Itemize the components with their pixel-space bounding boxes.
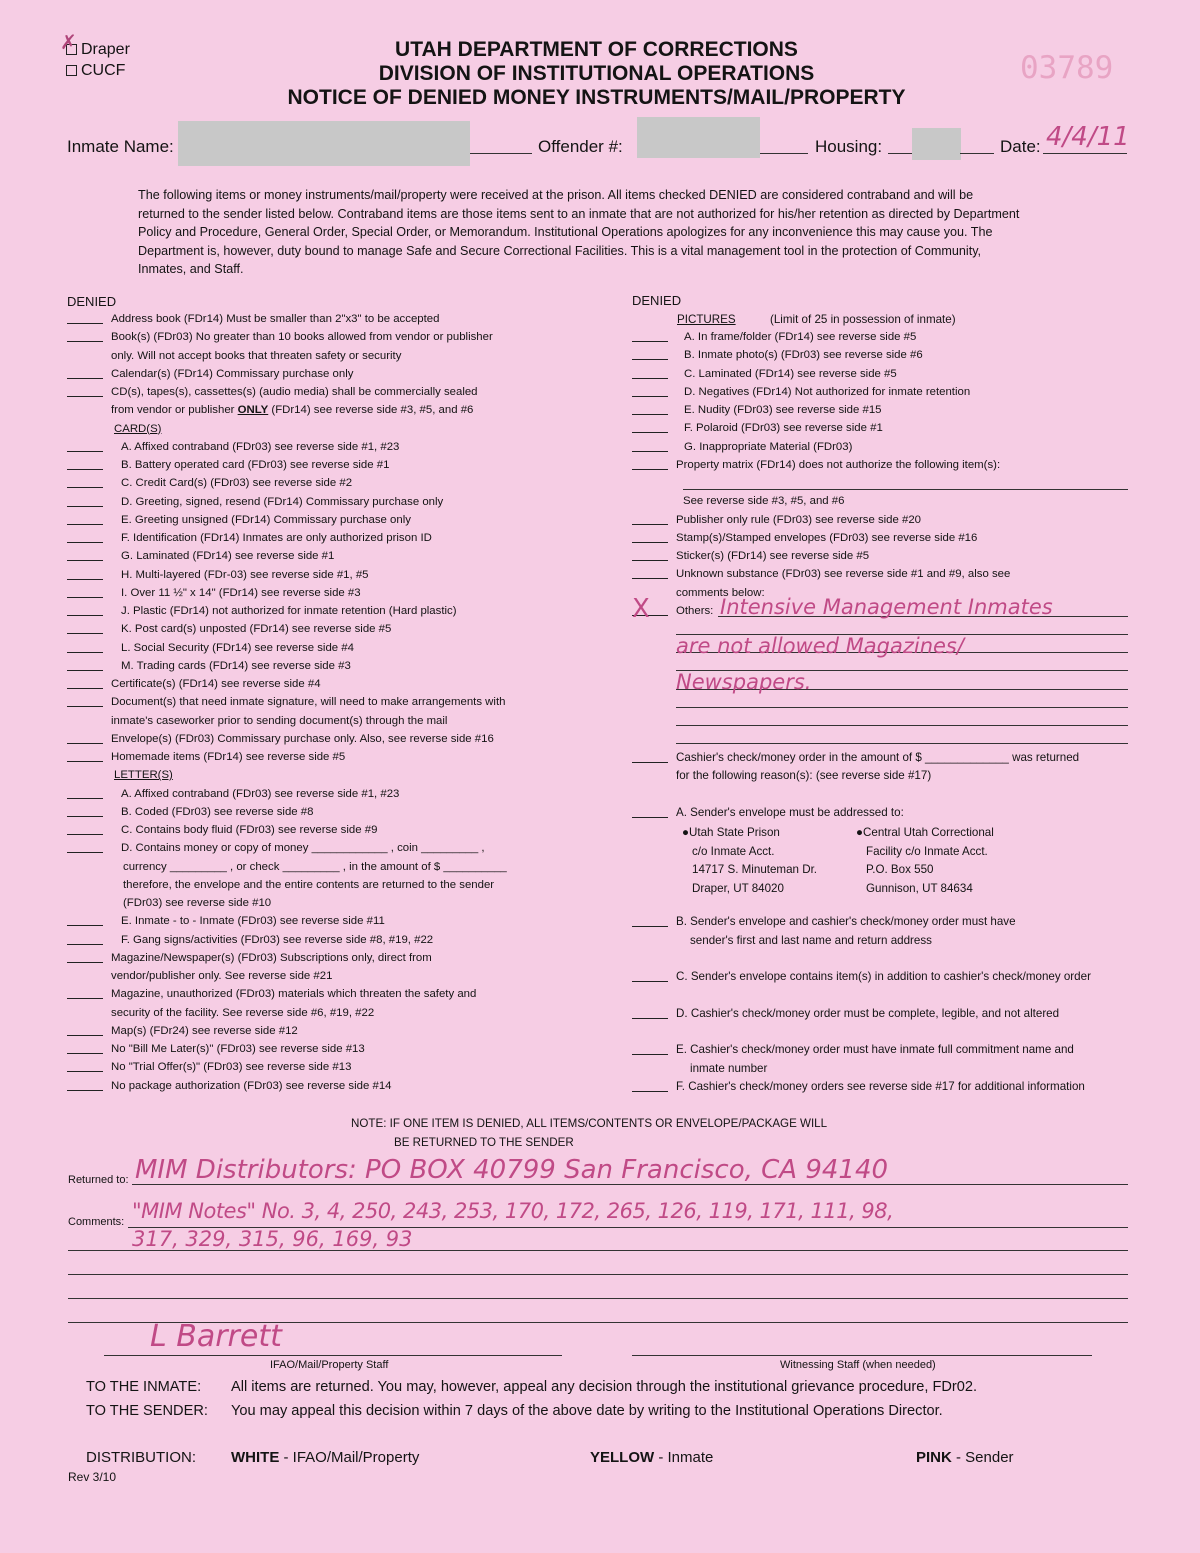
left-denied-item[interactable]: Certificate(s) (FDr14) see reverse side #4 (67, 678, 321, 696)
reason-a[interactable]: A. Sender's envelope must be addressed to: (632, 806, 904, 819)
left-denied-item[interactable]: A. Affixed contraband (FDr03) see reverse side #1, #23 (67, 788, 399, 806)
denied-check-line[interactable] (67, 998, 103, 999)
denied-check-line[interactable] (67, 962, 103, 963)
left-denied-item: therefore, the envelope and the entire contents are returned to the sender (123, 878, 495, 891)
comments-line-4[interactable] (68, 1298, 1128, 1299)
left-denied-item[interactable]: D. Contains money or copy of money ____________ , coin _________ , (67, 842, 484, 860)
left-denied-item[interactable]: Address book (FDr14) Must be smaller than 2"x3" to be accepted (67, 313, 439, 331)
denied-check-line[interactable] (67, 323, 103, 324)
left-denied-item[interactable]: Book(s) (FDr03) No greater than 10 books allowed from vendor or publisher (67, 331, 493, 349)
left-denied-item[interactable]: J. Plastic (FDr14) not authorized for inmate retention (Hard plastic) (67, 605, 457, 623)
left-denied-item[interactable]: F. Gang signs/activities (FDr03) see reverse side #8, #19, #22 (67, 934, 433, 952)
right-denied-item[interactable]: D. Negatives (FDr14) Not authorized for inmate retention (632, 386, 970, 404)
note-line-1: NOTE: IF ONE ITEM IS DENIED, ALL ITEMS/CONTENTS OR ENVELOPE/PACKAGE WILL (351, 1117, 828, 1130)
right-denied-item[interactable]: Others: (632, 605, 713, 623)
witness-signature-line[interactable] (632, 1355, 1092, 1356)
denied-check-line[interactable] (632, 469, 668, 470)
revision-label: Rev 3/10 (68, 1470, 117, 1484)
denied-check-line[interactable] (67, 925, 103, 926)
left-denied-item[interactable]: Magazine/Newspaper(s) (FDr03) Subscriptions only, direct from (67, 952, 432, 970)
inmate-name-line[interactable] (470, 153, 532, 154)
reason-d[interactable]: D. Cashier's check/money order must be complete, legible, and not altered (632, 1007, 1059, 1020)
left-denied-item[interactable]: K. Post card(s) unposted (FDr14) see reverse side #5 (67, 623, 391, 641)
denied-check-line[interactable] (632, 378, 668, 379)
denied-check-line[interactable] (67, 615, 103, 616)
note-line-2: BE RETURNED TO THE SENDER (394, 1136, 574, 1149)
right-denied-item[interactable]: Unknown substance (FDr03) see reverse side #1 and #9, also see (632, 568, 1010, 586)
returned-to-label: Returned to: (68, 1174, 129, 1186)
denied-check-line[interactable] (67, 1090, 103, 1091)
denied-check-line[interactable] (67, 506, 103, 507)
title-line-3: NOTICE OF DENIED MONEY INSTRUMENTS/MAIL/PROPERTY (287, 86, 906, 109)
denied-check-line[interactable] (67, 670, 103, 671)
check-mark-icon: ✗ (60, 30, 77, 54)
left-denied-item[interactable]: H. Multi-layered (FDr-03) see reverse side #1, #5 (67, 569, 369, 587)
denied-check-line[interactable] (67, 1071, 103, 1072)
left-denied-item[interactable]: CD(s), tapes(s), cassettes(s) (audio media) shall be commercially sealed (67, 386, 478, 404)
right-denied-item[interactable]: F. Polaroid (FDr03) see reverse side #1 (632, 422, 883, 440)
right-denied-item[interactable]: C. Laminated (FDr14) see reverse side #5 (632, 368, 897, 386)
to-inmate-text: All items are returned. You may, however, appeal any decision through the institutional grievance procedure, FDr02. (231, 1379, 978, 1395)
denied-check-line[interactable] (67, 688, 103, 689)
denied-check-line[interactable] (67, 378, 103, 379)
redacted-housing (912, 128, 961, 160)
redacted-offender-number (637, 117, 760, 158)
denied-check-line[interactable] (67, 542, 103, 543)
denied-check-line[interactable] (632, 560, 668, 561)
denied-check-line[interactable] (67, 1035, 103, 1036)
denied-check-line[interactable] (67, 743, 103, 744)
denied-check-line[interactable] (632, 432, 668, 433)
denied-check-line[interactable] (67, 597, 103, 598)
others-line-6[interactable] (676, 707, 1128, 708)
others-line-7[interactable] (676, 725, 1128, 726)
left-denied-item[interactable]: C. Credit Card(s) (FDr03) see reverse side #2 (67, 477, 352, 495)
reason-b-cont: sender's first and last name and return address (690, 934, 932, 947)
to-sender-text: You may appeal this decision within 7 days of the above date by writing to the Institutional Operations Director. (231, 1403, 943, 1419)
right-denied-item[interactable]: A. In frame/folder (FDr14) see reverse side #5 (632, 331, 916, 349)
left-denied-item[interactable]: G. Laminated (FDr14) see reverse side #1 (67, 550, 334, 568)
left-denied-item[interactable]: Map(s) (FDr24) see reverse side #12 (67, 1025, 298, 1043)
housing-label: Housing: (815, 137, 883, 156)
denied-check-line[interactable] (67, 341, 103, 342)
left-denied-item: only. Will not accept books that threaten safety or security (111, 349, 402, 362)
distribution-pink: PINK - Sender (916, 1449, 1014, 1466)
date-label: Date: (1000, 137, 1041, 156)
returned-to-value: MIM Distributors: PO BOX 40799 San Francisco, CA 94140 (135, 1155, 889, 1185)
denied-check-line[interactable] (67, 706, 103, 707)
left-denied-item: currency _________ , or check _________ , in the amount of $ __________ (123, 860, 507, 873)
denied-check-line[interactable] (632, 359, 668, 360)
offender-line[interactable] (760, 153, 808, 154)
right-denied-item[interactable]: E. Nudity (FDr03) see reverse side #15 (632, 404, 882, 422)
form-number: 03789 (1020, 50, 1114, 86)
comments-label: Comments: (68, 1216, 125, 1228)
left-denied-item[interactable]: Calendar(s) (FDr14) Commissary purchase only (67, 368, 353, 386)
left-denied-item[interactable]: No "Trial Offer(s)" (FDr03) see reverse side #13 (67, 1061, 351, 1079)
left-denied-item[interactable]: E. Inmate - to - Inmate (FDr03) see reverse side #11 (67, 915, 385, 933)
denied-check-line[interactable] (632, 396, 668, 397)
right-denied-item[interactable]: Sticker(s) (FDr14) see reverse side #5 (632, 550, 869, 568)
reason-c[interactable]: C. Sender's envelope contains item(s) in addition to cashier's check/money order (632, 970, 1091, 983)
title-line-1: UTAH DEPARTMENT OF CORRECTIONS (395, 38, 798, 61)
comments-handwriting-2: 317, 329, 315, 96, 169, 93 (132, 1227, 413, 1251)
staff-signature-label: IFAO/Mail/Property Staff (270, 1359, 389, 1371)
left-denied-item[interactable]: No "Bill Me Later(s)" (FDr03) see reverse side #13 (67, 1043, 365, 1061)
left-denied-item[interactable]: Document(s) that need inmate signature, will need to make arrangements with (67, 696, 505, 714)
title-line-2: DIVISION OF INSTITUTIONAL OPERATIONS (378, 62, 815, 85)
denied-check-line[interactable] (67, 761, 103, 762)
distribution-label: DISTRIBUTION: (86, 1449, 197, 1466)
left-denied-item: (FDr03) see reverse side #10 (123, 897, 272, 909)
denied-check-line[interactable] (632, 451, 668, 452)
left-denied-item[interactable]: F. Identification (FDr14) Inmates are only authorized prison ID (67, 532, 432, 550)
intro-paragraph: The following items or money instruments/mail/property were received at the prison. All items checked DENIED are considered contraband and will be returned to the sender listed below. Contraband items are those items sent to an inmate that are not authorized for his/her retention as directed by Department Policy and Procedure, General Order, Special Order, or Memorandum. Institutional Operations apologizes for any inconvenience this may cause you. The Department is, however, duty bound to manage Safe and Secure Correctional Facilities. This is a vital management tool in the protection of Community, Inmates, and Staff. (138, 188, 1020, 277)
cashier-reasons-intro: for the following reason(s): (see reverse side #17) (676, 769, 932, 782)
property-matrix-line[interactable] (683, 489, 1128, 490)
denied-check-line[interactable] (67, 524, 103, 525)
denied-check-line[interactable] (632, 524, 668, 525)
left-denied-item[interactable]: B. Coded (FDr03) see reverse side #8 (67, 806, 313, 824)
left-denied-heading: DENIED (67, 294, 117, 309)
others-handwriting-1: Intensive Management Inmates (720, 595, 1053, 619)
left-denied-item[interactable]: E. Greeting unsigned (FDr14) Commissary purchase only (67, 514, 411, 532)
left-denied-item: security of the facility. See reverse side #6, #19, #22 (111, 1006, 375, 1019)
left-denied-item[interactable]: D. Greeting, signed, resend (FDr14) Commissary purchase only (67, 496, 443, 514)
left-denied-item[interactable]: I. Over 11 ½" x 14" (FDr14) see reverse side #3 (67, 587, 361, 605)
denied-check-line[interactable] (67, 451, 103, 452)
date-value: 4/4/11 (1046, 122, 1130, 152)
denied-check-line[interactable] (67, 560, 103, 561)
denied-check-line[interactable] (632, 578, 668, 579)
denied-check-line[interactable] (67, 487, 103, 488)
left-denied-item[interactable]: M. Trading cards (FDr14) see reverse side #3 (67, 660, 351, 678)
denied-check-line[interactable] (67, 579, 103, 580)
checkbox-cucf[interactable]: CUCF (66, 62, 125, 80)
address-central-utah: ●Central Utah Correctional Facility c/o Inmate Acct. P.O. Box 550 Gunnison, UT 84634 (856, 826, 994, 895)
to-inmate-label: TO THE INMATE: (86, 1379, 202, 1395)
pictures-note: (Limit of 25 in possession of inmate) (770, 313, 956, 326)
to-sender-label: TO THE SENDER: (86, 1403, 208, 1419)
right-denied-item[interactable]: G. Inappropriate Material (FDr03) (632, 441, 852, 459)
reason-e-cont: inmate number (690, 1062, 768, 1075)
right-denied-item[interactable]: Stamp(s)/Stamped envelopes (FDr03) see reverse side #16 (632, 532, 977, 550)
distribution-yellow: YELLOW - Inmate (590, 1449, 714, 1466)
date-line[interactable] (1043, 153, 1127, 154)
denied-check-line[interactable] (67, 816, 103, 817)
staff-signature-line[interactable] (104, 1355, 562, 1356)
inmate-name-label: Inmate Name: (67, 137, 174, 156)
others-check-mark: X (632, 594, 650, 624)
left-denied-item[interactable]: Magazine, unauthorized (FDr03) materials which threaten the safety and (67, 988, 476, 1006)
right-denied-item[interactable]: Property matrix (FDr14) does not authorize the following item(s): (632, 459, 1000, 477)
others-line-8[interactable] (676, 743, 1128, 744)
others-handwriting-3: Newspapers. (676, 670, 812, 694)
reason-b[interactable]: B. Sender's envelope and cashier's check/money order must have (632, 915, 1016, 928)
left-denied-item[interactable]: No package authorization (FDr03) see reverse side #14 (67, 1080, 391, 1098)
pictures-heading: PICTURES (677, 313, 736, 326)
comments-line-3[interactable] (68, 1274, 1128, 1275)
denied-check-line[interactable] (67, 633, 103, 634)
redacted-inmate-name (178, 121, 470, 166)
left-denied-item[interactable]: C. Contains body fluid (FDr03) see reverse side #9 (67, 824, 377, 842)
reason-f[interactable]: F. Cashier's check/money orders see reverse side #17 for additional information (632, 1080, 1085, 1093)
housing-line-end[interactable] (960, 153, 994, 154)
left-denied-item: CARD(S) (114, 422, 162, 435)
address-utah-state-prison: ●Utah State Prison c/o Inmate Acct. 14717 S. Minuteman Dr. Draper, UT 84020 (682, 826, 818, 895)
left-denied-item[interactable]: A. Affixed contraband (FDr03) see reverse side #1, #23 (67, 441, 399, 459)
left-denied-item[interactable]: L. Social Security (FDr14) see reverse side #4 (67, 642, 354, 660)
right-denied-item: See reverse side #3, #5, and #6 (683, 495, 845, 508)
denied-check-line[interactable] (632, 341, 668, 342)
cashier-check-row[interactable]: Cashier's check/money order in the amount of $ _____________ was returned (632, 751, 1079, 764)
right-denied-item[interactable]: Publisher only rule (FDr03) see reverse side #20 (632, 514, 921, 532)
denied-check-line[interactable] (67, 944, 103, 945)
right-denied-item: comments below: (676, 586, 765, 599)
right-denied-item[interactable]: B. Inmate photo(s) (FDr03) see reverse side #6 (632, 349, 923, 367)
distribution-white: WHITE - IFAO/Mail/Property (231, 1449, 420, 1466)
denied-check-line[interactable] (67, 1053, 103, 1054)
left-denied-item[interactable]: Envelope(s) (FDr03) Commissary purchase only. Also, see reverse side #16 (67, 733, 494, 751)
right-denied-heading: DENIED (632, 293, 682, 308)
denied-check-line[interactable] (67, 798, 103, 799)
denied-check-line[interactable] (67, 396, 103, 397)
denied-check-line[interactable] (67, 469, 103, 470)
offender-label: Offender #: (538, 137, 623, 156)
denied-check-line[interactable] (632, 542, 668, 543)
checkbox-draper[interactable]: Draper (66, 41, 130, 59)
witness-signature-label: Witnessing Staff (when needed) (780, 1359, 936, 1371)
left-denied-item: inmate's caseworker prior to sending document(s) through the mail (111, 714, 448, 727)
left-denied-item[interactable]: Homemade items (FDr14) see reverse side #5 (67, 751, 345, 769)
left-denied-item: vendor/publisher only. See reverse side #21 (111, 970, 333, 982)
left-denied-item[interactable]: B. Battery operated card (FDr03) see reverse side #1 (67, 459, 389, 477)
staff-signature: L Barrett (150, 1319, 282, 1354)
housing-line[interactable] (888, 153, 913, 154)
comments-handwriting-1: "MIM Notes" No. 3, 4, 250, 243, 253, 170, 172, 265, 126, 119, 171, 111, 98, (132, 1199, 894, 1223)
left-denied-item: from vendor or publisher ONLY (FDr14) see reverse side #3, #5, and #6 (111, 404, 474, 417)
denied-check-line[interactable] (67, 652, 103, 653)
left-denied-item: LETTER(S) (114, 769, 173, 782)
others-handwriting-2: are not allowed Magazines/ (676, 634, 964, 658)
denied-check-line[interactable] (632, 414, 668, 415)
denied-check-line[interactable] (67, 834, 103, 835)
reason-e[interactable]: E. Cashier's check/money order must have inmate full commitment name and (632, 1043, 1074, 1056)
denied-check-line[interactable] (67, 852, 103, 853)
